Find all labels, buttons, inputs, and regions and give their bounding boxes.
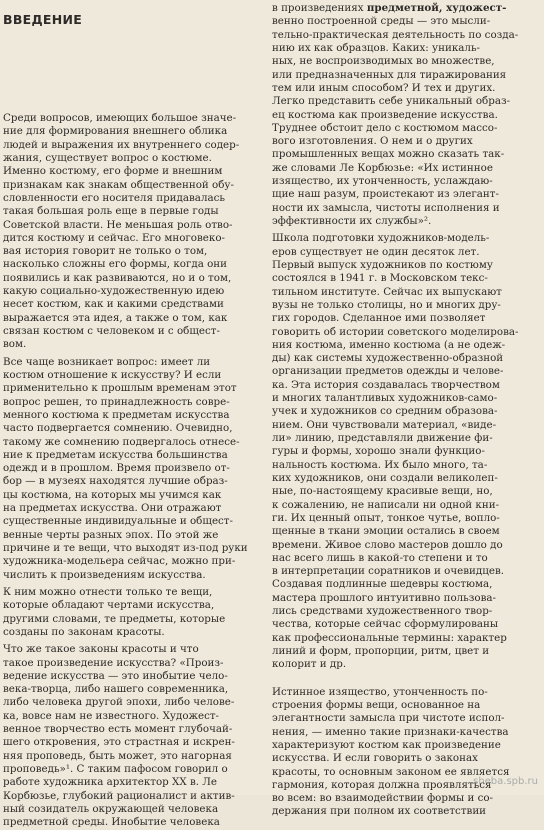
right-text-column (272, 2, 526, 819)
text-line: К ним можно отнести только те вещи, (3, 585, 213, 598)
text-line: какую социально-художественную идею (3, 285, 225, 298)
text-line: цы костюма, на которых мы учимся как (3, 488, 222, 501)
text-line: Легко представить себе уникальный образ- (272, 95, 511, 108)
text-line: или предназначенных для тиражирования (272, 68, 507, 81)
text-line: Среди вопросов, имеющих большое значе- (3, 112, 237, 124)
text-line: ли» линию, представляли движение фи- (272, 432, 493, 444)
text-line: бор — в музеях находятся лучшие образ- (3, 475, 228, 488)
paragraph-gap (272, 672, 526, 686)
text-line: Создавая подлинные шедевры костюма, (272, 578, 493, 591)
text-line: состоялся в 1941 г. в Московском текс- (272, 272, 488, 285)
text-line: вая история говорит не только о том, (3, 245, 208, 258)
text-line: лись средствами художественного твор- (272, 605, 493, 618)
text-line: применительно к прошлым временам этот (3, 382, 237, 395)
text-line: и многих талантливых художников-само- (272, 392, 498, 405)
text-line: вузы не только столицы, но и многих дру- (272, 298, 501, 311)
text-line: тельно-практическая деятельность по созда- (272, 28, 519, 41)
text-line: еров существует не один десяток лет. (272, 245, 480, 258)
text-line: шего откровения, это страстная и искрен- (3, 736, 235, 749)
text-line: на предметах искусства. Они отражают (3, 502, 222, 515)
text-line: характеризуют костюм как произведение (272, 738, 501, 751)
text-line: времени. Живое слово мастеров дошло до (272, 538, 503, 551)
text-line: существенные индивидуальные и общест- (3, 515, 233, 528)
text-line: причине и те вещи, что выходят из-под руки (3, 542, 248, 554)
text-line: элегантности замысла при чистоте испол- (272, 712, 505, 725)
text-line: работе художника архитектор XX в. Ле (3, 776, 217, 789)
text-line: строения формы вещи, основанное на (272, 698, 481, 711)
text-line: нас всего лишь в какой-то степени и то (272, 551, 488, 564)
text-line: колорит и др. (272, 658, 347, 671)
text-line: века-творца, либо нашего современника, (3, 683, 229, 696)
text-line: ка. Эта история создавалась творчеством (272, 378, 500, 391)
site-watermark: sheba.spb.ru (473, 776, 538, 787)
text-line: такое произведение искусства? «Произ- (3, 656, 224, 669)
text-line: дится костюму и сейчас. Его многовеко- (3, 231, 226, 244)
text-line: ги. Их ценный опыт, тонкое чутье, вопло- (272, 511, 500, 524)
text-line: ведение искусства — это инобытие чело- (3, 669, 228, 682)
text-line: нию их как образцов. Каких: уникаль- (272, 41, 481, 54)
text-line: жания, существует вопрос о костюме. (3, 151, 212, 164)
text-line: числить к произведениям искусства. (3, 568, 206, 581)
text-line: ности их замысла, чистоты исполнения и (272, 201, 500, 214)
text-line: Истинное изящество, утонченность по- (272, 685, 488, 698)
text-line: венно построенной среды — это мысли- (272, 15, 491, 28)
text-line: эффективности их службы»². (272, 215, 432, 227)
text-line: такая большая роль еще в первые годы (3, 205, 219, 218)
text-line: Все чаще возникает вопрос: имеет ли (3, 355, 211, 368)
text-line: насколько сложны его формы, когда они (3, 258, 228, 271)
text-line: нальность костюма. Их было много, та- (272, 458, 488, 471)
text-line: Корбюзье, глубокий рационалист и актив- (3, 789, 235, 802)
text-line: появились и как развиваются, но и о том, (3, 271, 232, 284)
text-line: тильном институте. Сейчас их выпускают (272, 285, 502, 298)
text-line: же словами Ле Корбюзье: «Их истинное (272, 161, 493, 174)
text-line: гих городов. Сделанное ими позволяет (272, 312, 486, 325)
text-line: вопрос решен, то принадлежность совре- (3, 395, 230, 408)
text-line: красоты, то основным законом ее является (272, 765, 510, 778)
text-line: ный созидатель окружающей человека (3, 802, 219, 815)
text-line: несет костюм, как и какими средствами (3, 298, 224, 311)
text-line: которые обладают чертами искусства, (3, 599, 215, 612)
text-line: венные черты разных эпох. По этой же (3, 528, 219, 541)
text-line: во всем: во взаимодействии формы и со- (272, 792, 494, 805)
text-line: ные, по-настоящему красивые вещи, но, (272, 485, 493, 498)
text-line: организации предметов одежды и челове- (272, 365, 504, 378)
text-line: художника-модельера сейчас, можно при- (3, 555, 236, 568)
text-line: предметной среды. Инобытие человека (3, 816, 220, 829)
text-line: нения, — именно такие признаки-качества (272, 725, 509, 738)
text-line: ких художников, они создали великолеп- (272, 471, 498, 484)
text-line: Труднее обстоит дело с костюмом массо- (272, 121, 498, 134)
text-line: щие наш разум, проистекают из элегант- (272, 188, 499, 201)
text-line: тем или иным способом? И тех и других. (272, 81, 496, 94)
text-line: линий и форм, пропорции, ритм, цвет и (272, 645, 490, 657)
text-line: костюм отношение к искусству? И если (3, 368, 222, 381)
text-line: ных, не воспроизводимых во множестве, (272, 55, 495, 68)
text-line: вом. (3, 338, 27, 351)
text-line: созданы по законам красоты. (3, 625, 165, 638)
text-line: Первый выпуск художников по костюму (272, 258, 493, 271)
text-line: мастера прошлого интуитивно пользова- (272, 591, 497, 604)
text-line: няя проповедь, быть может, это нагорная (3, 749, 232, 762)
text-line: часто подвергается сомнению. Очевидно, (3, 422, 233, 435)
text-line: признакам как знакам общественной обу- (3, 178, 234, 191)
text-line: такому же сомнению подвергалось отнесе- (3, 435, 240, 448)
text-line: людей и выражения их внутреннего содер- (3, 138, 240, 151)
text-line: чества, которые сейчас сформулированы (272, 618, 499, 631)
text-line: вого изготовления. О нем и о других (272, 135, 473, 148)
text-line: ец костюма как произведение искусства. (272, 108, 498, 121)
text-line: Что же такое законы красоты и что (3, 643, 199, 656)
text-line: проповедь»¹. С таким пафосом говорил о (3, 763, 228, 775)
text-line: гармония, которая должна проявляться (272, 778, 492, 791)
text-line: менного костюма к предметам искусства (3, 408, 230, 421)
text-line: ние для формирования внешнего облика (3, 125, 228, 138)
text-line: нием. Они чувствовали материал, «виде- (272, 418, 497, 431)
text-line: Советской власти. Не меньшая роль отво- (3, 218, 233, 231)
text-line: ды) как системы художественно-образной (272, 352, 504, 365)
text-line: искусства. И если говорить о законах (272, 752, 478, 765)
text-line: к сожалению, не написали ни одной кни- (272, 498, 500, 511)
text-line: Именно костюму, его форме и внешним (3, 165, 223, 178)
text-line: ка, вовсе нам не известного. Художест- (3, 709, 220, 722)
text-line: держания при полном их соответствии (272, 805, 487, 818)
text-line: связан костюм с человеком и с общест- (3, 325, 220, 337)
text-line: в интерпретации соратников и очевидцев. (272, 565, 505, 578)
text-line: как профессиональные термины: характер (272, 631, 507, 644)
text-line: венное творчество есть момент глубочай- (3, 723, 233, 736)
text-line: учек и художников со средним образова- (272, 405, 498, 418)
text-line: одежд и в прошлом. Время произвело от- (3, 462, 230, 475)
text-line: ния костюма, именно костюма (а не одеж- (272, 338, 506, 351)
text-line: в произведениях предметной, художест- (272, 2, 507, 14)
text-line: говорить об истории советского моделирова- (272, 325, 519, 338)
text-line: щенные в ткани эмоции остались в своем (272, 525, 500, 538)
left-text-column (3, 112, 250, 830)
text-line: изящество, их утонченность, услаждаю- (272, 175, 493, 188)
text-line: ние к предметам искусства большинства (3, 448, 228, 461)
chapter-heading: ВВЕДЕНИЕ (3, 12, 83, 27)
text-line: либо человека другой эпохи, либо челове- (3, 696, 235, 709)
text-line: другими словами, те предметы, которые (3, 612, 226, 625)
text-line: словленности его носителя придавалась (3, 191, 226, 204)
text-line: выражается эта идея, а также о том, как (3, 311, 228, 324)
text-line: Школа подготовки художников-модель- (272, 232, 490, 245)
text-line: гуры и формы, хорошо знали функцио- (272, 445, 485, 458)
text-line: промышленных вещах можно сказать так- (272, 148, 505, 161)
